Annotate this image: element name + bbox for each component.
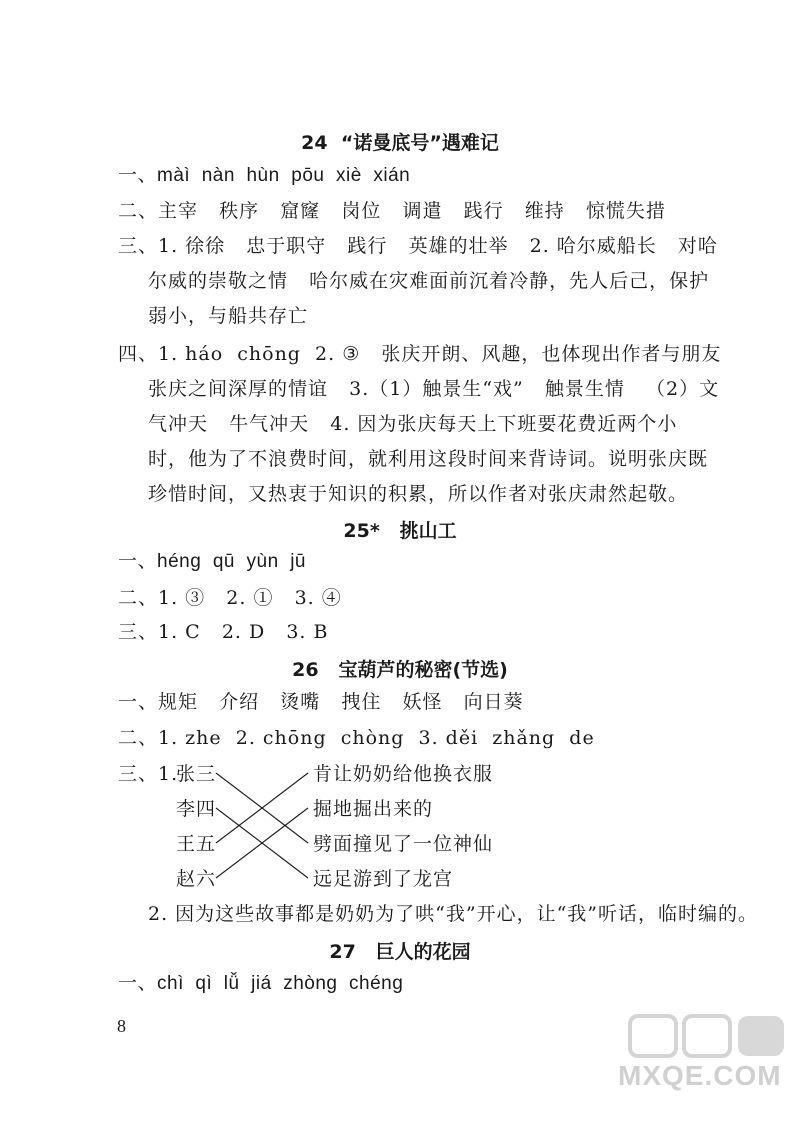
s25-line-3: 三、1. C 2. D 3. B [118,621,329,643]
s26-line-1: 一、规矩 介绍 烫嘴 拽住 妖怪 向日葵 [118,691,524,713]
watermark-text: MXQE.COM [618,1060,782,1091]
match-line-zhaoliu [216,808,308,878]
match-line-lisi [216,808,308,878]
s24-line-5: 弱小，与船共存亡 [148,305,309,327]
match-left-2: 李四 [176,798,217,820]
s25-line-2: 二、1. ③ 2. ① 3. ④ [118,587,342,609]
s26-line-3-prefix: 三、1. [118,763,179,785]
s24-line-3: 三、1. 徐徐 忠于职守 践行 英雄的壮举 2. 哈尔威船长 对哈 [118,235,718,257]
s26-line-2: 二、1. zhe 2. chōng chòng 3. děi zhǎng de [118,727,595,749]
s24-line-4: 尔威的崇敬之情 哈尔威在灾难面前沉着冷静，先人后己，保护 [148,270,710,292]
s24-line-10: 珍惜时间，又热衷于知识的积累，所以作者对张庆肃然起敬。 [148,483,689,505]
match-line-zhangsan [216,773,308,843]
section-26-title: 26 宝葫芦的秘密(节选) [292,659,508,681]
s24-line-1: 一、màì nàn hùn pōu xiè xián [118,165,411,186]
match-right-1: 肯让奶奶给他换衣服 [313,763,494,785]
match-right-3: 劈面撞见了一位神仙 [313,833,494,855]
section-24-title: 24 “诺曼底号”遇难记 [301,132,499,154]
watermark-logo-icon [628,1010,788,1060]
match-left-4: 赵六 [176,868,217,890]
match-left-1: 张三 [176,763,217,785]
section-25-title: 25* 挑山工 [343,520,457,542]
match-line-wangwu [216,773,308,843]
s25-line-1: 一、héng qū yùn jū [118,551,306,572]
s26-line-4: 2. 因为这些故事都是奶奶为了哄“我”开心，让“我”听话，临时编的。 [148,903,759,925]
s24-line-9: 时，他为了不浪费时间，就利用这段时间来背诗词。说明张庆既 [148,448,709,470]
page-number: 8 [117,1016,126,1036]
match-left-3: 王五 [176,833,217,855]
match-right-2: 掘地掘出来的 [313,798,434,820]
s24-line-6: 四、1. háo chōng 2. ③ 张庆开朗、风趣，也体现出作者与朋友 [118,343,722,365]
s24-line-8: 气冲天 牛气冲天 4. 因为张庆每天上下班要花费近两个小 [148,413,678,435]
s27-line-1: 一、chì qì lǚ jiá zhòng chéng [118,973,404,994]
match-right-4: 远足游到了龙宫 [313,868,454,890]
s24-line-2: 二、主宰 秩序 窟窿 岗位 调遣 践行 维持 惊慌失措 [118,200,666,222]
section-27-title: 27 巨人的花园 [329,941,471,963]
s24-line-7: 张庆之间深厚的情谊 3.（1）触景生“戏” 触景生情 （2）文 [148,378,720,400]
